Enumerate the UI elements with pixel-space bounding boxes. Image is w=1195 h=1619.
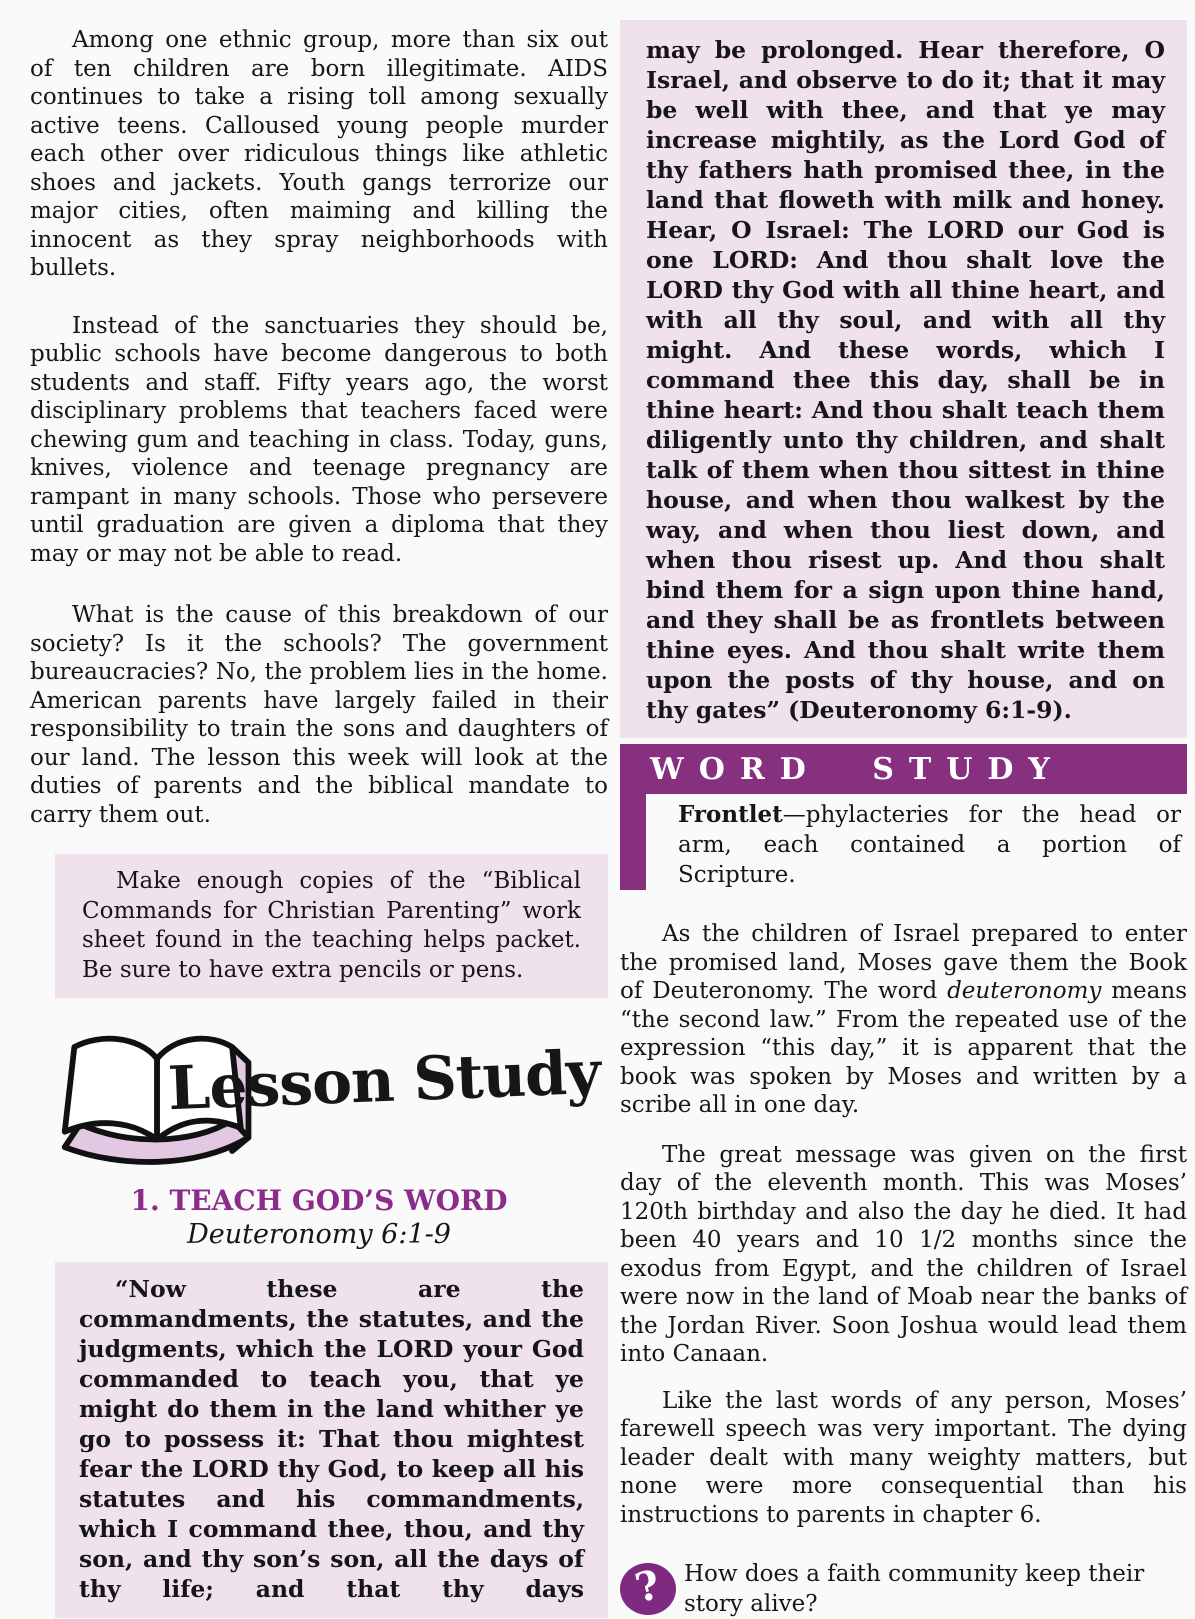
scripture-text-part1: “Now these are the commandments, the statutes, and the judgments, which the LORD your God commanded to teach you, that ye might do them in the land whither ye go to possess it: That thou mightest fear the LORD thy God, to keep all his statutes and his commandments, which I command thee, thou, and thy son, and thy son’s son, all the days of thy life; and that thy days: [79, 1275, 584, 1603]
word-study-section: [620, 744, 1187, 890]
section-1-heading: 1. TEACH GOD’S WORD: [130, 1184, 508, 1217]
word-study-term: Frontlet: [678, 801, 783, 828]
teacher-note-box: Make enough copies of the “Biblical Commands for Christian Parenting” work sheet found in the teaching helps packet. Be sure to have extra pencils or pens.: [55, 854, 608, 998]
left-column: [30, 20, 608, 1619]
word-study-definition: [646, 794, 1187, 890]
word-study-banner: [620, 744, 1187, 794]
paragraph-deuteronomy: [620, 920, 1187, 1120]
word-study-title: WORD STUDY: [650, 751, 1065, 787]
scripture-quote-block-part1: [55, 1262, 608, 1618]
discussion-question-row: [620, 1559, 1187, 1619]
word-study-left-stripe: [620, 794, 646, 890]
lesson-study-title: Lesson Study: [166, 1037, 602, 1125]
word-deuteronomy-italic: deuteronomy: [947, 978, 1102, 1004]
paragraph-farewell: Like the last words of any person, Moses’ farewell speech was very important. The dying leader dealt with many weighty matters, but none were more consequential than his instructions to parents in chapter 6.: [620, 1387, 1187, 1528]
right-column: [620, 20, 1187, 1619]
discussion-question: How does a faith community keep their story alive?: [684, 1561, 1145, 1617]
paragraph-cause: What is the cause of this breakdown of our society? Is it the schools? The government bureaucracies? No, the problem lies in the home. American parents have largely failed in their responsibility to train the sons and daughters of our land. The lesson this week will look at the duties of parents and the biblical mandate to carry them out.: [30, 602, 608, 828]
paragraph-deuteronomy-start: As the children of Israel prepared to enter the promised land, Moses gave them the Book of Deuteronomy. The word: [620, 921, 1187, 1004]
word-study-definition-text: —phylacteries for the head or arm, each contained a portion of Scripture.: [678, 802, 1181, 888]
question-mark-glyph: ?: [630, 1560, 665, 1613]
paragraph-deuteronomy-end: means “the second law.” From the repeated use of the expression “this day,” it is apparent that the book was spoken by Moses and written by a scribe all in one day.: [620, 978, 1187, 1118]
paragraph-ethnic-group: Among one ethnic group, more than six out of ten children are born illegitimate. AIDS continues to take a rising toll among sexually active teens. Calloused young people murder each other over ridiculous things like athletic shoes and jackets. Youth gangs terrorize our major cities, often maiming and killing the innocent as they spray neighborhoods with bullets.: [30, 27, 608, 281]
question-mark-icon: [620, 1560, 676, 1615]
paragraph-great-message: The great message was given on the first day of the eleventh month. This was Moses’ 120th birthday and also the day he died. It had been 40 years and 10 1/2 months since the exodus from Egypt, and the children of Israel were now in the land of Moab near the banks of the Jordan River. Soon Joshua would lead them into Canaan.: [620, 1141, 1187, 1367]
scripture-quote-block-part2: may be prolonged. Hear therefore, O Israel, and observe to do it; that it may be well with thee, and that ye may increase mightily, as the Lord God of thy fathers hath promised thee, in the land that floweth with milk and honey. Hear, O Israel: The LORD our God is one LORD: And thou shalt love the LORD thy God with all thine heart, and with all thy soul, and with all thy might. And these words, which I command thee this day, shall be in thine heart: And thou shalt teach them diligently unto thy children, and shalt talk of them when thou sittest in thine house, and when thou walkest by the way, and when thou liest down, and when thou risest up. And thou shalt bind them for a sign upon thine hand, and they shall be as frontlets between thine eyes. And thou shalt write them upon the posts of thy house, and on thy gates” (Deuteronomy 6:1-9).: [620, 20, 1187, 738]
scripture-reference: Deuteronomy 6:1-9: [187, 1219, 451, 1250]
paragraph-schools: Instead of the sanctuaries they should be, public schools have become dangerous to both students and staff. Fifty years ago, the worst disciplinary problems that teachers faced were chewing gum and teaching in class. Today, guns, knives, violence and teenage pregnancy are rampant in many schools. Those who persevere until graduation are given a diploma that they may or may not be able to read.: [30, 312, 608, 567]
lesson-study-header: [30, 1024, 608, 1176]
